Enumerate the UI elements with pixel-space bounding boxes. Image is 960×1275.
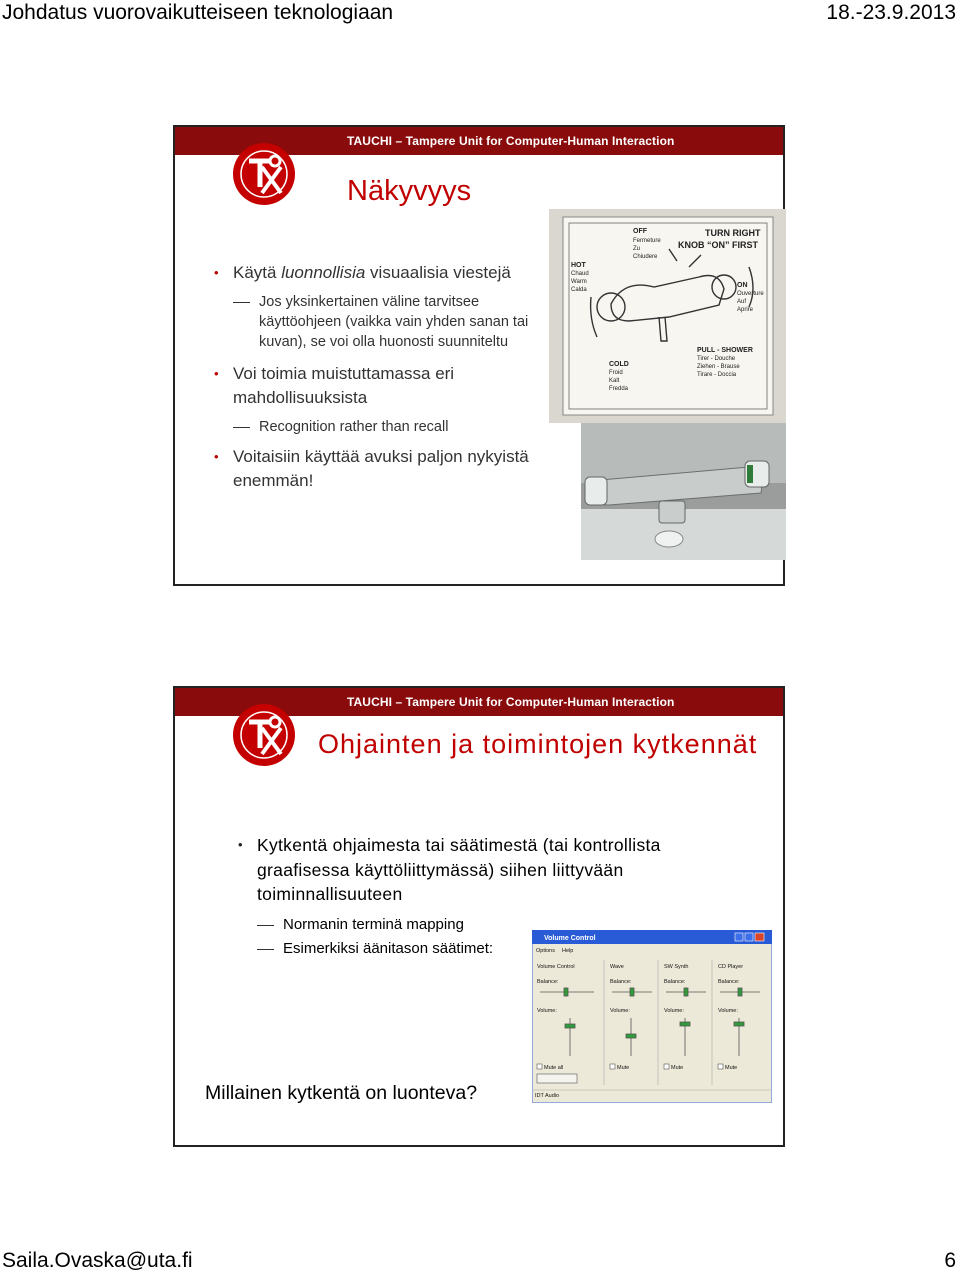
bullet-emphasis: luonnollisia: [281, 263, 366, 282]
svg-text:ON: ON: [737, 282, 748, 289]
svg-text:Auf: Auf: [737, 299, 747, 305]
svg-text:Volume Control: Volume Control: [537, 964, 575, 970]
svg-text:Balance:: Balance:: [610, 979, 632, 985]
svg-text:Mute: Mute: [617, 1065, 630, 1071]
svg-text:Volume:: Volume:: [610, 1008, 630, 1014]
svg-text:PULL - SHOWER: PULL - SHOWER: [697, 347, 753, 354]
slide-title: Ohjainten ja toimintojen kytkennät: [318, 729, 758, 759]
course-dates: 18.-23.9.2013: [826, 1, 956, 24]
svg-text:Volume:: Volume:: [537, 1008, 557, 1014]
bullet-text: visuaalisia viestejä: [365, 263, 511, 282]
list-subitem: [233, 292, 553, 352]
svg-text:Froid: Froid: [609, 370, 623, 376]
list-item: [214, 261, 553, 286]
svg-text:KNOB “ON” FIRST: KNOB “ON” FIRST: [678, 240, 758, 250]
svg-text:Mute: Mute: [725, 1065, 738, 1071]
svg-text:Volume:: Volume:: [664, 1008, 684, 1014]
svg-text:SW Synth: SW Synth: [664, 964, 689, 970]
svg-text:Fermeture: Fermeture: [633, 238, 661, 244]
svg-text:Mute: Mute: [671, 1065, 684, 1071]
svg-text:Fredda: Fredda: [609, 386, 629, 392]
bullet-icon: •: [238, 837, 243, 852]
dash-icon: [233, 302, 250, 303]
course-title: Johdatus vuorovaikutteiseen teknologiaan: [2, 1, 394, 24]
subbullet-text: Recognition rather than recall: [259, 418, 449, 435]
svg-text:HOT: HOT: [571, 262, 586, 269]
shower-mixer-photo: [549, 209, 786, 560]
slide-visibility: [173, 125, 785, 586]
subbullet-text: Normanin terminä mapping: [283, 915, 464, 933]
bullet-icon: •: [214, 448, 219, 464]
svg-text:COLD: COLD: [609, 361, 629, 368]
svg-text:Kalt: Kalt: [609, 378, 620, 384]
list-item: [214, 362, 553, 411]
svg-text:Help: Help: [562, 948, 574, 954]
subbullet-text: Esimerkiksi äänitason säätimet:: [283, 939, 494, 957]
svg-text:Calda: Calda: [571, 287, 587, 293]
sign-off: OFF: [633, 228, 647, 235]
unit-name: TAUCHI – Tampere Unit for Computer-Human Interaction: [347, 695, 675, 709]
svg-text:Chaud: Chaud: [571, 271, 589, 277]
svg-text:Mute all: Mute all: [544, 1065, 564, 1071]
bullet-text: Kytkentä ohjaimesta tai säätimestä (tai kontrollista graafisessa käyttöliittymässä) siihen liittyvään toiminnallisuuteen: [257, 835, 661, 904]
svg-text:Aprire: Aprire: [737, 307, 754, 313]
vc-window-title: Volume Control: [544, 935, 596, 942]
bullet-icon: •: [214, 365, 219, 381]
svg-text:Chiudere: Chiudere: [633, 254, 658, 260]
slide-mappings: [173, 686, 785, 1147]
svg-text:Tirare - Doccia: Tirare - Doccia: [697, 372, 737, 378]
tauchi-logo: [231, 702, 297, 768]
volume-control-screenshot: [532, 930, 772, 1103]
slide-title: Näkyvyys: [347, 175, 472, 207]
dash-icon: [257, 925, 274, 926]
tauchi-logo: [231, 141, 297, 207]
bullet-text: Voi toimia muistuttamassa eri mahdollisuuksista: [233, 363, 455, 407]
page-number: 6: [944, 1249, 956, 1272]
closing-question: Millainen kytkentä on luonteva?: [205, 1082, 478, 1104]
svg-text:Volume:: Volume:: [718, 1008, 738, 1014]
list-item: [214, 445, 553, 494]
author-email: Saila.Ovaska@uta.fi: [2, 1249, 193, 1272]
svg-text:Balance:: Balance:: [718, 979, 740, 985]
svg-text:Ziehen - Brause: Ziehen - Brause: [697, 364, 740, 370]
dash-icon: [233, 427, 250, 428]
svg-text:Options: Options: [536, 948, 555, 954]
svg-text:IDT Audio: IDT Audio: [535, 1093, 560, 1099]
svg-text:Balance:: Balance:: [537, 979, 559, 985]
svg-text:Zu: Zu: [633, 246, 641, 252]
bullet-list: [214, 261, 553, 500]
list-subitem: [233, 417, 553, 437]
svg-text:Balance:: Balance:: [664, 979, 686, 985]
svg-text:Tirer - Douche: Tirer - Douche: [697, 356, 736, 362]
svg-text:Wave: Wave: [610, 964, 624, 970]
unit-name: TAUCHI – Tampere Unit for Computer-Human Interaction: [347, 134, 675, 148]
bullet-text: Käytä: [233, 263, 282, 282]
svg-text:Ouverture: Ouverture: [737, 291, 764, 297]
svg-text:TURN RIGHT: TURN RIGHT: [705, 228, 761, 238]
dash-icon: [257, 949, 274, 950]
svg-text:Warm: Warm: [571, 279, 587, 285]
svg-text:CD Player: CD Player: [718, 964, 744, 970]
subbullet-text: Jos yksinkertainen väline tarvitsee käyttöohjeen (vaikka vain yhden sanan tai kuvan), se voi olla huonosti suunniteltu: [259, 293, 529, 350]
bullet-text: Voitaisiin käyttää avuksi paljon nykyistä enemmän!: [233, 446, 529, 490]
bullet-icon: •: [214, 265, 219, 280]
list-item: [238, 833, 677, 907]
